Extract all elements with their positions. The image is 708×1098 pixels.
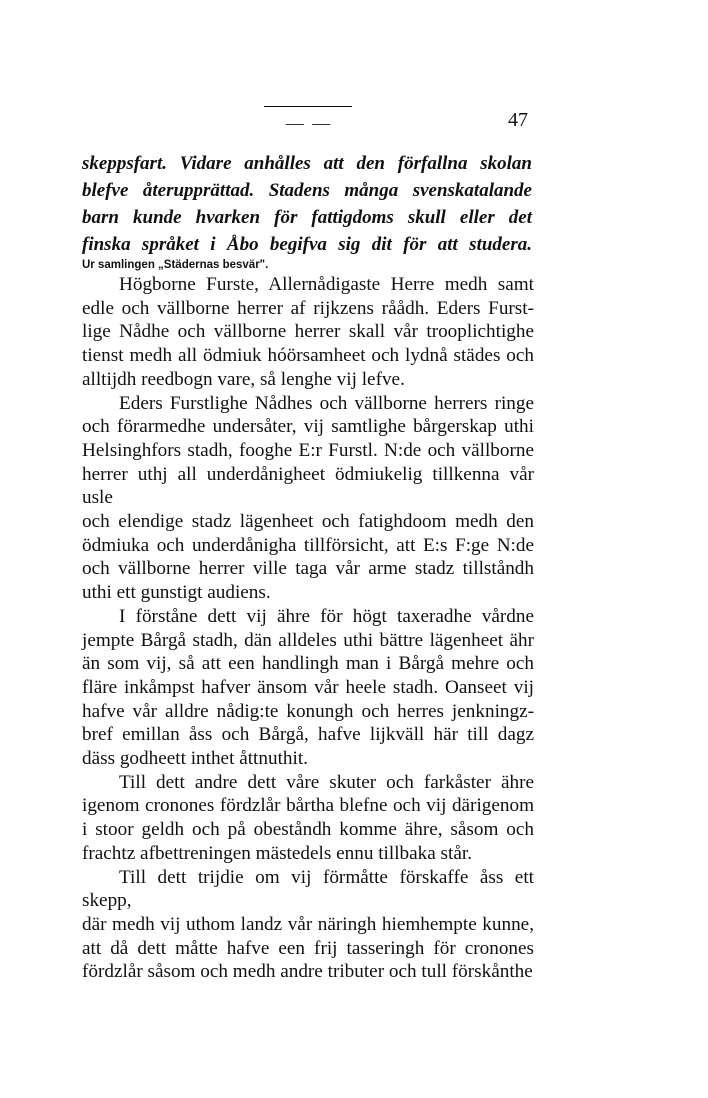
text-line: I förståne dett vij ähre för högt taxeradhe vårdne [119, 605, 534, 627]
text-line: alltijdh reedbogn vare, så lenghe vij lefve. [82, 368, 405, 390]
text-line: att då dett måtte hafve een frij tasseringh för cronones [82, 937, 534, 959]
text-line: Till dett andre dett våre skuter och farkåster ähre [119, 771, 534, 793]
text-line: herrer uthj all underdånigheet ödmiukelig tillkenna vår usle [82, 463, 534, 509]
text-line: där medh vij uthom landz vår näringh hiemhempte kunne, [82, 913, 534, 935]
paragraph-3 [82, 605, 534, 771]
intro-line: barn kunde hvarken för fattigdoms skull eller det [82, 207, 532, 228]
paragraph-2 [82, 392, 534, 605]
text-line: fördzlår såsom och medh andre tributer och tull förskånthe [82, 961, 533, 983]
text-line: Helsinghfors stadh, fooghe E:r Furstl. N:de och vällborne [82, 439, 534, 461]
intro-summary [82, 150, 532, 258]
intro-line: blefve återupprättad. Stadens många svenskatalande [82, 180, 532, 201]
text-line: än som vij, så att een handlingh man i Bårgå mehre och [82, 653, 534, 675]
text-line: jempte Bårgå stadh, dän alldeles uthi bättre lägenheet ähr [82, 629, 534, 651]
source-note: Ur samlingen „Städernas besvär". [82, 259, 269, 271]
text-line: frachtz afbettreningen mästedels ennu tillbaka står. [82, 842, 472, 864]
intro-line: skeppsfart. Vidare anhålles att den förfallna skolan [82, 153, 532, 174]
text-line: tienst medh all ödmiuk hóörsamheet och lydnå städes och [82, 345, 534, 367]
text-line: och vällborne herrer ville taga vår arme stadz tillståndh [82, 558, 534, 580]
text-line: Till dett trijdie om vij förmåtte förskaffe åss ett skepp, [82, 866, 534, 912]
text-line: uthi ett gunstigt audiens. [82, 582, 271, 604]
text-line: Högborne Furste, Allernådigaste Herre medh samt [119, 274, 534, 295]
text-line: igenom cronones fördzlår bårtha blefne och vij därigenom [82, 795, 534, 817]
paragraph-4 [82, 771, 534, 866]
text-line: och förarmedhe undersåter, vij samtlighe bårgerskap uthi [82, 416, 534, 438]
text-line: i stoor geldh och på obeståndh komme ähre, såsom och [82, 819, 534, 841]
intro-line: finska språket i Åbo begifva sig dit för att studera. [82, 234, 532, 255]
text-line: ödmiuka och underdånigha tillförsicht, att E:s F:ge N:de [82, 534, 534, 556]
text-line: hafve vår alldre nådig:te konungh och herres jenkningz- [82, 700, 534, 722]
text-line: Eders Furstlighe Nådhes och vällborne herrers ringe [119, 392, 534, 414]
paragraph-1 [82, 273, 534, 392]
page-number: 47 [508, 109, 528, 131]
text-line: däss godheett inthet åttnuthit. [82, 748, 308, 770]
text-line: fläre inkåmpst hafver änsom vår heele stadh. Oanseet vij [82, 676, 534, 698]
text-line: edle och vällborne herrer af rijkzens råådh. Eders Furst- [82, 297, 534, 319]
header-rule [264, 106, 352, 107]
paragraph-5 [82, 866, 534, 985]
text-line: och elendige stadz lägenheet och fatighdoom medh den [82, 511, 534, 533]
text-line: bref emillan åss och Bårgå, hafve lijkväll här till dagz [82, 724, 534, 746]
header-dashes: — — [285, 113, 333, 133]
text-line: lige Nådhe och vällborne herrer skall vår trooplichtighe [82, 321, 534, 343]
letter-body [82, 273, 534, 984]
